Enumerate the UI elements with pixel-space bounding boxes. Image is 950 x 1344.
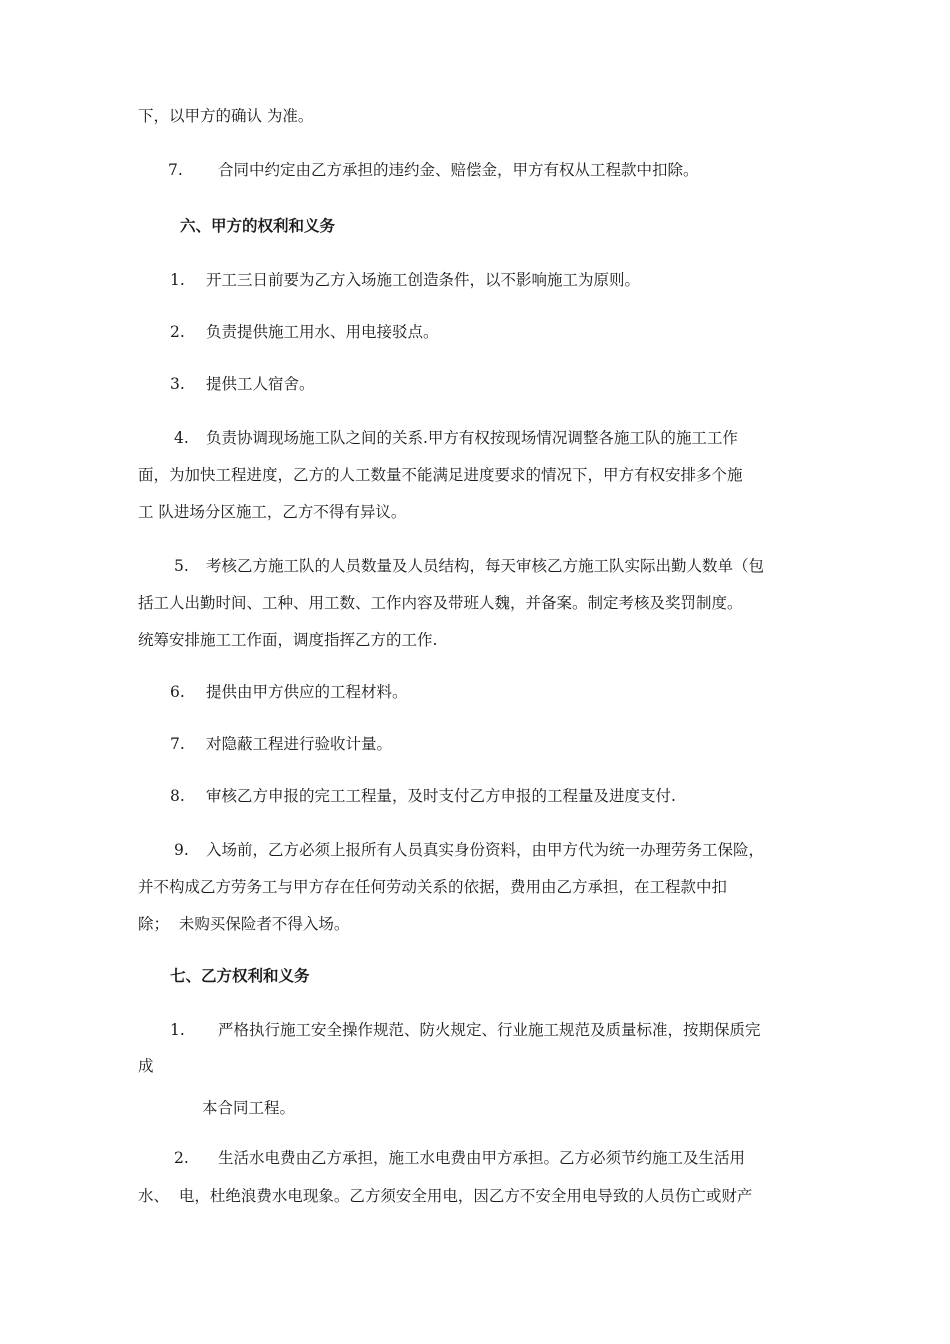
item-number: 2.: [170, 323, 185, 341]
item-number: 4.: [174, 429, 189, 447]
item-number: 2.: [174, 1149, 189, 1167]
item-text: 除； 未购买保险者不得入场。: [138, 915, 350, 933]
item-number: 1.: [170, 1021, 185, 1039]
item-text: 合同中约定由乙方承担的违约金、赔偿金，甲方有权从工程款中扣除。: [218, 161, 699, 179]
item-text: 负责提供施工用水、用电接驳点。: [206, 323, 439, 341]
item-number: 1.: [170, 271, 185, 289]
item-text: 统筹安排施工工作面，调度指挥乙方的工作.: [138, 631, 438, 649]
item-number: 7.: [170, 735, 185, 753]
section-heading-6: 六、甲方的权利和义务: [180, 216, 336, 235]
item-text: 水、 电，杜绝浪费水电现象。乙方须安全用电，因乙方不安全用电导致的人员伤亡或财产: [138, 1187, 753, 1205]
continued-text: 下，以甲方的确认 为准。: [138, 107, 314, 125]
item-text: 严格执行施工安全操作规范、防火规定、行业施工规范及质量标准，按期保质完: [218, 1021, 761, 1039]
item-number: 8.: [170, 787, 185, 805]
item-number: 5.: [174, 557, 189, 575]
item-text: 并不构成乙方劳务工与甲方存在任何劳动关系的依据，费用由乙方承担，在工程款中扣: [138, 878, 728, 896]
item-text: 开工三日前要为乙方入场施工创造条件，以不影响施工为原则。: [206, 271, 641, 289]
item-text: 审核乙方申报的完工工程量，及时支付乙方申报的工程量及进度支付.: [206, 787, 676, 805]
item-text: 入场前，乙方必须上报所有人员真实身份资料，由甲方代为统一办理劳务工保险，: [206, 841, 765, 859]
item-text: 负责协调现场施工队之间的关系.甲方有权按现场情况调整各施工队的施工工作: [206, 429, 738, 447]
item-text: 工 队进场分区施工，乙方不得有异议。: [138, 503, 407, 521]
item-text: 提供由甲方供应的工程材料。: [206, 683, 408, 701]
item-text: 面，为加快工程进度，乙方的人工数量不能满足进度要求的情况下，甲方有权安排多个施: [138, 466, 743, 484]
item-number: 9.: [174, 841, 189, 859]
item-text: 括工人出勤时间、工种、用工数、工作内容及带班人魏，并备案。制定考核及奖罚制度。: [138, 594, 743, 612]
item-text: 对隐蔽工程进行验收计量。: [206, 735, 393, 753]
item-number: 7.: [168, 161, 183, 179]
item-number: 6.: [170, 683, 185, 701]
item-text: 生活水电费由乙方承担，施工水电费由甲方承担。乙方必须节约施工及生活用: [218, 1149, 746, 1167]
item-text: 成: [138, 1057, 154, 1075]
item-number: 3.: [170, 375, 185, 393]
item-text: 提供工人宿舍。: [206, 375, 315, 393]
item-text: 本合同工程。: [202, 1099, 296, 1117]
section-heading-7: 七、乙方权利和义务: [170, 966, 310, 985]
item-text: 考核乙方施工队的人员数量及人员结构，每天审核乙方施工队实际出勤人数单（包: [206, 557, 765, 575]
